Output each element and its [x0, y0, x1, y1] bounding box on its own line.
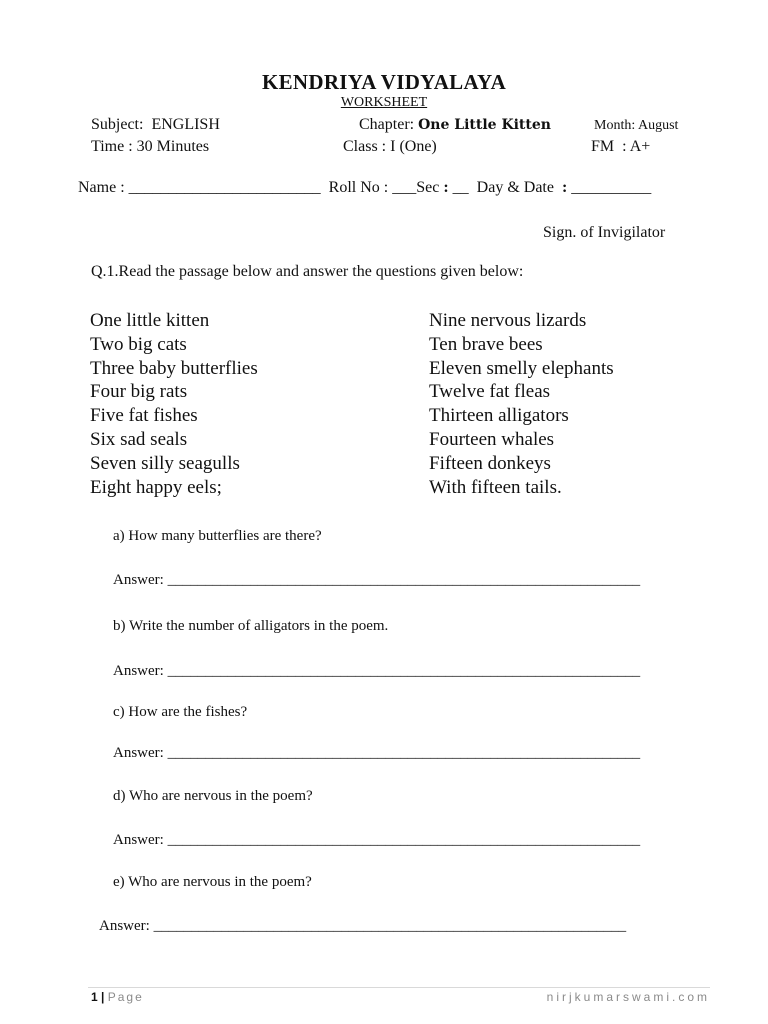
- roll-label: Roll No :: [328, 179, 389, 196]
- school-title: KENDRIYA VIDYALAYA: [261, 70, 507, 94]
- subject-value: ENGLISH: [151, 116, 220, 133]
- fm-field: FM : A+: [591, 138, 651, 155]
- student-info-line: [78, 179, 651, 197]
- answer-line-b[interactable]: Answer: _______________________________________________________________: [113, 663, 641, 679]
- question-c: c) How are the fishes?: [113, 704, 248, 720]
- poem-line: Twelve fat fleas: [429, 381, 551, 403]
- poem-line: Eight happy eels;: [90, 476, 222, 498]
- date-colon: :: [561, 179, 568, 196]
- instruction-text: Q.1.Read the passage below and answer the questions given below:: [91, 263, 524, 280]
- poem-right-column: [429, 309, 614, 499]
- poem-line: Ten brave bees: [429, 333, 543, 355]
- date-label: Day & Date: [476, 179, 554, 196]
- poem-line: One little kitten: [90, 310, 210, 331]
- poem-line: Fifteen donkeys: [429, 452, 551, 474]
- poem-line: Thirteen alligators: [429, 405, 569, 427]
- footer-page: [91, 990, 144, 1004]
- chapter-label: Chapter:: [359, 116, 415, 133]
- page-number: 1: [91, 990, 98, 1004]
- page-word: Page: [107, 990, 144, 1004]
- sec-label: Sec: [416, 179, 440, 196]
- name-label: Name :: [78, 179, 125, 196]
- footer-divider: [88, 987, 710, 988]
- subject-label: Subject:: [91, 116, 144, 133]
- name-blank[interactable]: ________________________: [128, 179, 321, 196]
- chapter-field: [359, 116, 551, 134]
- answer-line-a[interactable]: Answer: _______________________________________________________________: [113, 572, 641, 588]
- subject-field: [91, 116, 220, 134]
- date-blank[interactable]: __________: [571, 179, 652, 196]
- roll-blank[interactable]: ___: [392, 179, 417, 196]
- poem-line: Six sad seals: [90, 428, 188, 450]
- footer-site: nirjkumarswami.com: [546, 990, 710, 1004]
- poem-left-column: [90, 309, 258, 499]
- answer-line-e[interactable]: Answer: _______________________________________________________________: [99, 918, 627, 934]
- question-b: b) Write the number of alligators in the poem.: [113, 618, 389, 634]
- time-field: Time : 30 Minutes: [91, 138, 210, 155]
- poem-line: Eleven smelly elephants: [429, 357, 614, 379]
- class-field: Class : I (One): [343, 138, 437, 155]
- answer-line-c[interactable]: Answer: _______________________________________________________________: [113, 745, 641, 761]
- answer-line-d[interactable]: Answer: _______________________________________________________________: [113, 832, 641, 848]
- poem-line: Nine nervous lizards: [429, 310, 587, 331]
- month-field: Month: August: [594, 118, 679, 133]
- poem-line: Three baby butterflies: [90, 357, 258, 379]
- poem-line: Seven silly seagulls: [90, 452, 240, 474]
- poem-line: Four big rats: [90, 381, 188, 403]
- invigilator-sign: Sign. of Invigilator: [543, 224, 666, 241]
- worksheet-label-text: WORKSHEET: [340, 95, 428, 110]
- sec-blank[interactable]: __: [452, 179, 469, 196]
- page-separator: |: [101, 990, 105, 1004]
- poem-line: Fourteen whales: [429, 428, 555, 450]
- worksheet-label: [0, 95, 768, 111]
- poem-line: Five fat fishes: [90, 405, 198, 427]
- question-a: a) How many butterflies are there?: [113, 528, 322, 544]
- question-d: d) Who are nervous in the poem?: [113, 788, 313, 804]
- poem-line: With fifteen tails.: [429, 476, 562, 498]
- question-e: e) Who are nervous in the poem?: [113, 874, 312, 890]
- sec-colon: :: [443, 179, 449, 196]
- poem-line: Two big cats: [90, 333, 187, 355]
- chapter-value: One Little Kitten: [418, 117, 551, 133]
